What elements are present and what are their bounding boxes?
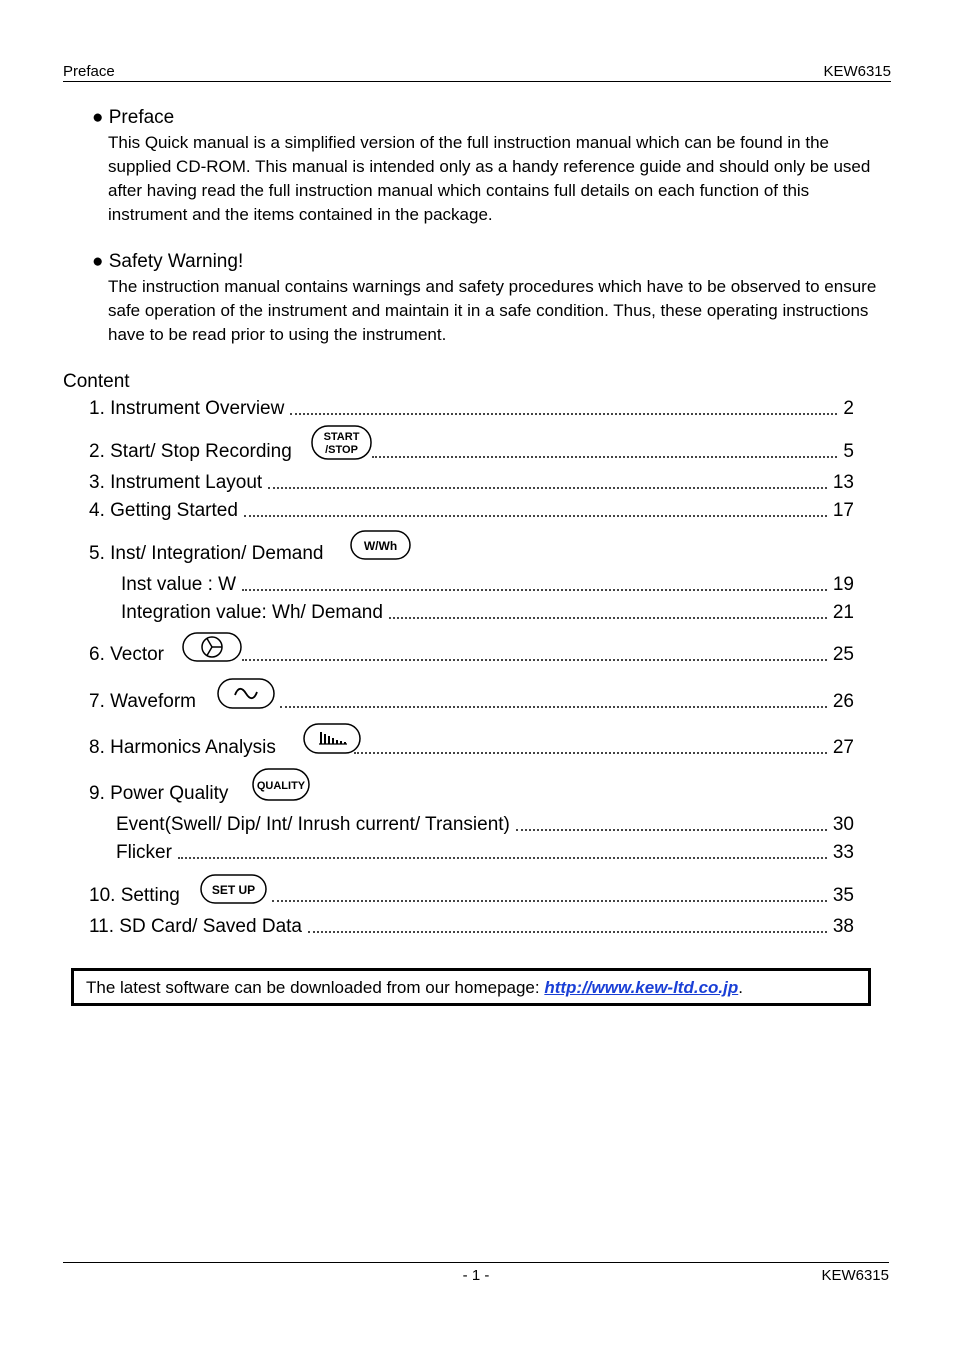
- waveform-key-icon: [217, 678, 276, 710]
- toc-page: 27: [832, 737, 854, 758]
- toc-page: 33: [832, 842, 854, 863]
- toc-leader: [308, 931, 827, 933]
- toc-label: 1. Instrument Overview: [89, 398, 285, 419]
- toc-label: 2. Start/ Stop Recording: [89, 441, 292, 462]
- toc-label: 8. Harmonics Analysis: [89, 737, 276, 758]
- toc-page: 30: [832, 814, 854, 835]
- toc-label: 6. Vector: [89, 644, 164, 665]
- setup-key-icon: [200, 874, 268, 905]
- toc-leader: [280, 706, 827, 708]
- toc-entry[interactable]: [89, 690, 854, 714]
- start-stop-key-icon: [311, 425, 373, 461]
- toc-label: 10. Setting: [89, 885, 180, 906]
- toc-entry[interactable]: [89, 915, 854, 939]
- toc-entry[interactable]: [89, 736, 854, 760]
- content-title: Content: [63, 371, 130, 392]
- toc-page: 13: [832, 472, 854, 493]
- toc-entry[interactable]: [116, 813, 854, 837]
- download-notice: [71, 968, 871, 1006]
- svg-text:SET UP: SET UP: [211, 883, 256, 897]
- toc-page: 25: [832, 644, 854, 665]
- toc-page: 17: [832, 500, 854, 521]
- page-footer: [63, 1262, 889, 1285]
- toc-page: 19: [832, 574, 854, 595]
- toc-entry[interactable]: [116, 841, 854, 865]
- w-wh-key-icon: [350, 530, 412, 561]
- svg-text:/STOP: /STOP: [325, 444, 358, 456]
- svg-text:QUALITY: QUALITY: [256, 780, 306, 792]
- toc-label: Event(Swell/ Dip/ Int/ Inrush current/ Transient): [116, 814, 510, 835]
- header-section: Preface: [63, 63, 115, 80]
- toc-label: Integration value: Wh/ Demand: [121, 602, 383, 623]
- toc-leader: [242, 589, 827, 591]
- toc-leader: [389, 617, 827, 619]
- toc-leader: [372, 456, 838, 458]
- toc-label: Inst value : W: [121, 574, 237, 595]
- preface-text: This Quick manual is a simplified version of the full instruction manual which can be found in the supplied CD-ROM. This manual is intended only as a handy reference guide and should only be used after having read the full instruction manual which contains full details on each function of this instrument and the items contained in the package.: [108, 133, 871, 224]
- toc-heading[interactable]: [89, 542, 323, 566]
- safety-text: The instruction manual contains warnings and safety procedures which have to be observed to ensure safe operation of the instrument and maintain it in a safe condition. Thus, these operating instructions have to be read prior to using the instrument.: [108, 277, 877, 344]
- harmonics-key-icon: [303, 723, 362, 755]
- toc-page: 38: [832, 916, 854, 937]
- toc-page: 35: [832, 885, 854, 906]
- safety-title: ● Safety Warning!: [92, 251, 244, 272]
- vector-key-icon: [182, 632, 243, 663]
- toc-label: 4. Getting Started: [89, 500, 238, 521]
- toc-label: 7. Waveform: [89, 691, 196, 712]
- toc-entry[interactable]: [89, 471, 854, 495]
- notice-end: .: [738, 978, 743, 997]
- toc-entry[interactable]: [89, 499, 854, 523]
- toc-entry[interactable]: [121, 573, 854, 597]
- toc-page: 2: [843, 398, 854, 419]
- header-model: KEW6315: [823, 63, 891, 80]
- svg-text:W/Wh: W/Wh: [363, 539, 398, 553]
- toc-page: 26: [832, 691, 854, 712]
- homepage-link[interactable]: http://www.kew-ltd.co.jp: [544, 978, 739, 997]
- toc-entry[interactable]: [89, 397, 854, 421]
- toc-label: 9. Power Quality: [89, 783, 229, 804]
- toc-label: Flicker: [116, 842, 172, 863]
- footer-model: KEW6315: [821, 1267, 889, 1284]
- toc-page: 5: [843, 441, 854, 462]
- toc-leader: [290, 413, 837, 415]
- svg-text:START: START: [323, 431, 360, 443]
- page-number: - 1 -: [462, 1267, 490, 1284]
- toc-label: 5. Inst/ Integration/ Demand: [89, 543, 324, 564]
- toc-leader: [268, 487, 827, 489]
- preface-title: ● Preface: [92, 107, 175, 128]
- notice-text: The latest software can be downloaded from our homepage:: [86, 978, 545, 997]
- toc-leader: [516, 829, 827, 831]
- toc-leader: [242, 659, 827, 661]
- toc-heading[interactable]: [89, 782, 228, 806]
- toc-label: 3. Instrument Layout: [89, 472, 263, 493]
- page-header: [63, 63, 891, 82]
- toc-entry[interactable]: [121, 601, 854, 625]
- toc-label: 11. SD Card/ Saved Data: [89, 916, 302, 937]
- quality-key-icon: [252, 768, 311, 802]
- toc-entry[interactable]: [89, 440, 854, 464]
- toc-leader: [244, 515, 827, 517]
- toc-leader: [354, 752, 827, 754]
- toc-leader: [178, 857, 827, 859]
- toc-page: 21: [832, 602, 854, 623]
- toc-leader: [272, 900, 827, 902]
